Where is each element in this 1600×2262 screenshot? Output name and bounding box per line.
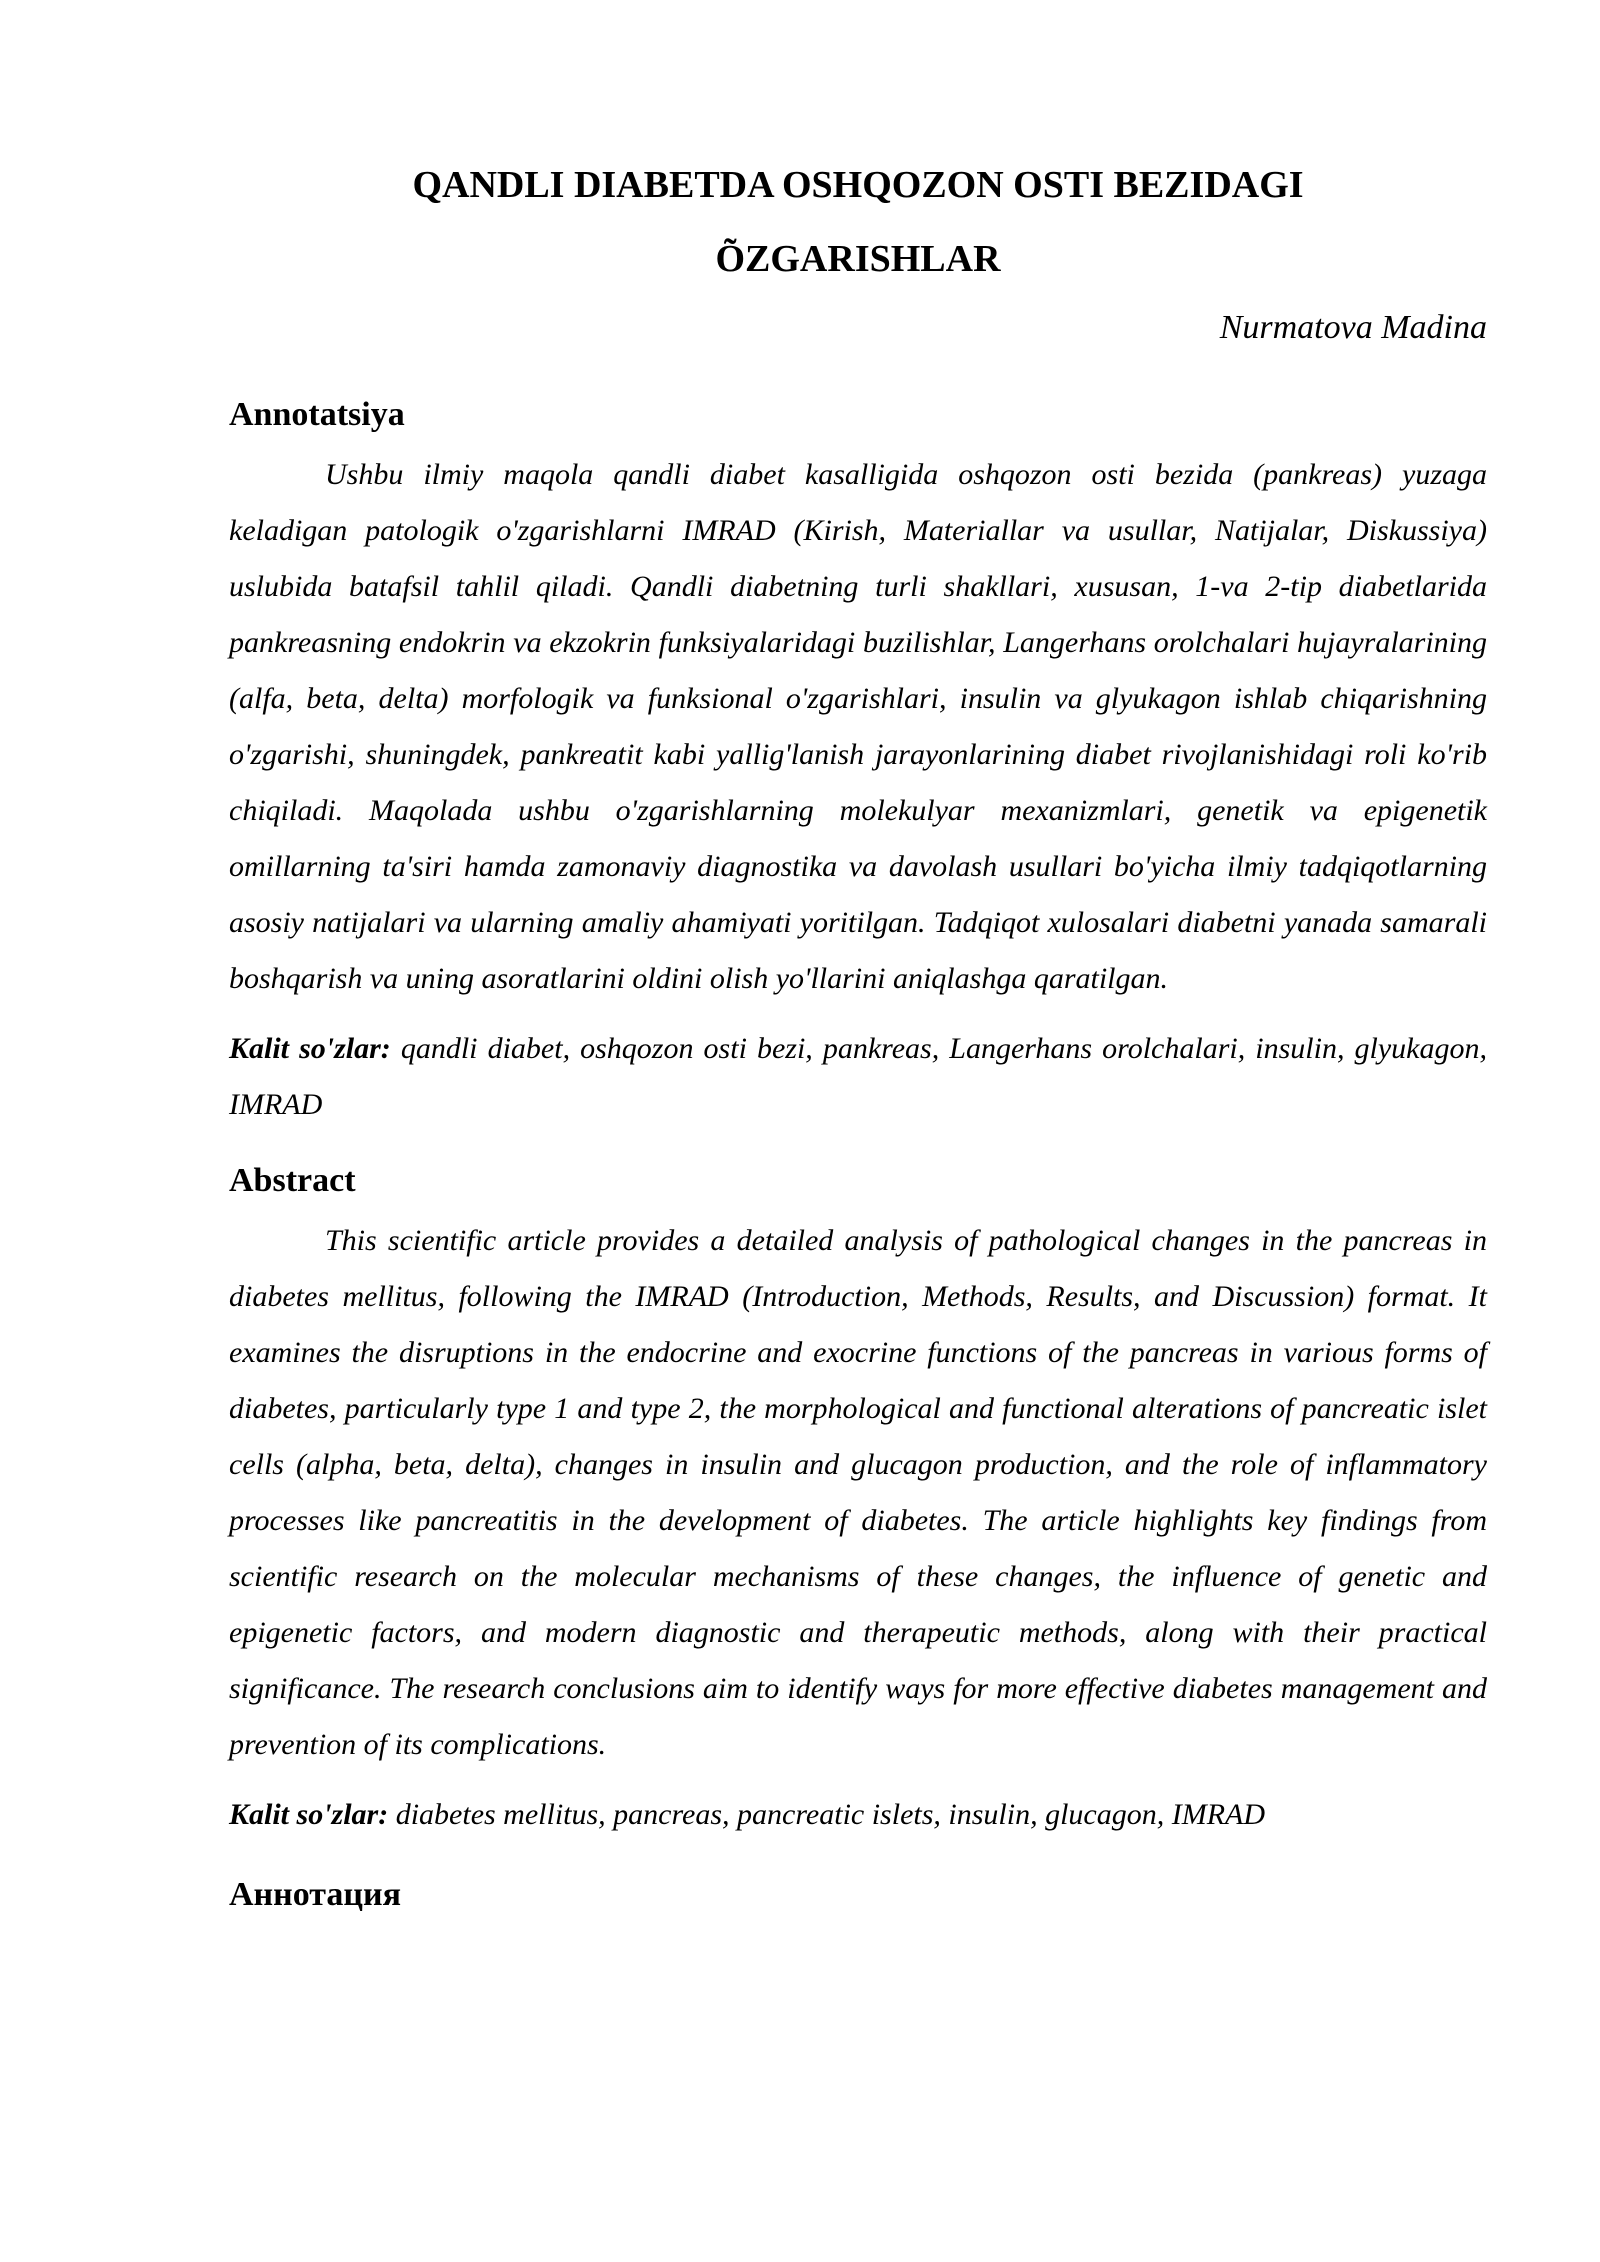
annotation-uz-text: Ushbu ilmiy maqola qandli diabet kasalligida oshqozon osti bezida (pankreas) yuzaga keladigan patologik o'zgarishlarni IMRAD (Kirish, Materiallar va usullar, Natijalar, Diskussiya) uslubida batafsil tahlil qiladi. Qandli diabetning turli shakllari, xususan, 1-va 2-tip diabetlarida pankreasning endokrin va ekzokrin funksiyalaridagi buzilishlar, Langerhans orolchalari hujayralarining (alfa, beta, delta) morfologik va funksional o'zgarishlari, insulin va glyukagon ishlab chiqarishning o'zgarishi, shuningdek, pankreatit kabi yallig'lanish jarayonlarining diabet rivojlanishidagi roli ko'rib chiqiladi. Maqolada ushbu o'zgarishlarning molekulyar mexanizmlari, genetik va epigenetik omillarning ta'siri hamda zamonaviy diagnostika va davolash usullari bo'yicha ilmiy tadqiqotlarning asosiy natijalari va ularning amaliy ahamiyati yoritilgan. Tadqiqot xulosalari diabetni yanada samarali boshqarish va uning asoratlarini oldini olish yo'llarini aniqlashga qaratilgan. xyxy=(229,458,1487,995)
keywords-list: diabetes mellitus, pancreas, pancreatic islets, insulin, glucagon, IMRAD xyxy=(388,1798,1266,1831)
article-title xyxy=(229,148,1487,296)
keywords-label: Kalit so'zlar: xyxy=(229,1032,391,1065)
title-line-1: QANDLI DIABETDA OSHQOZON OSTI BEZIDAGI xyxy=(412,164,1304,206)
abstract-en-keywords xyxy=(229,1787,1487,1843)
annotation-ru-heading: Аннотация xyxy=(229,1876,401,1913)
annotation-uz-heading: Annotatsiya xyxy=(229,396,405,433)
title-line-2: ÕZGARISHLAR xyxy=(715,238,1001,280)
keywords-label: Kalit so'zlar: xyxy=(229,1798,389,1831)
annotation-uz-keywords xyxy=(229,1021,1487,1133)
author-name: Nurmatova Madina xyxy=(1219,309,1487,346)
keywords-list: qandli diabet, oshqozon osti bezi, pankreas, Langerhans orolchalari, insulin, glyukagon, IMRAD xyxy=(229,1032,1488,1121)
abstract-en-text: This scientific article provides a detailed analysis of pathological changes in the pancreas in diabetes mellitus, following the IMRAD (Introduction, Methods, Results, and Discussion) format. It examines the disruptions in the endocrine and exocrine functions of the pancreas in various forms of diabetes, particularly type 1 and type 2, the morphological and functional alterations of pancreatic islet cells (alpha, beta, delta), changes in insulin and glucagon production, and the role of inflammatory processes like pancreatitis in the development of diabetes. The article highlights key findings from scientific research on the molecular mechanisms of these changes, the influence of genetic and epigenetic factors, and modern diagnostic and therapeutic methods, along with their practical significance. The research conclusions aim to identify ways for more effective diabetes management and prevention of its complications. xyxy=(229,1224,1487,1761)
abstract-en-heading: Abstract xyxy=(229,1162,356,1199)
page-content xyxy=(229,148,1487,1917)
